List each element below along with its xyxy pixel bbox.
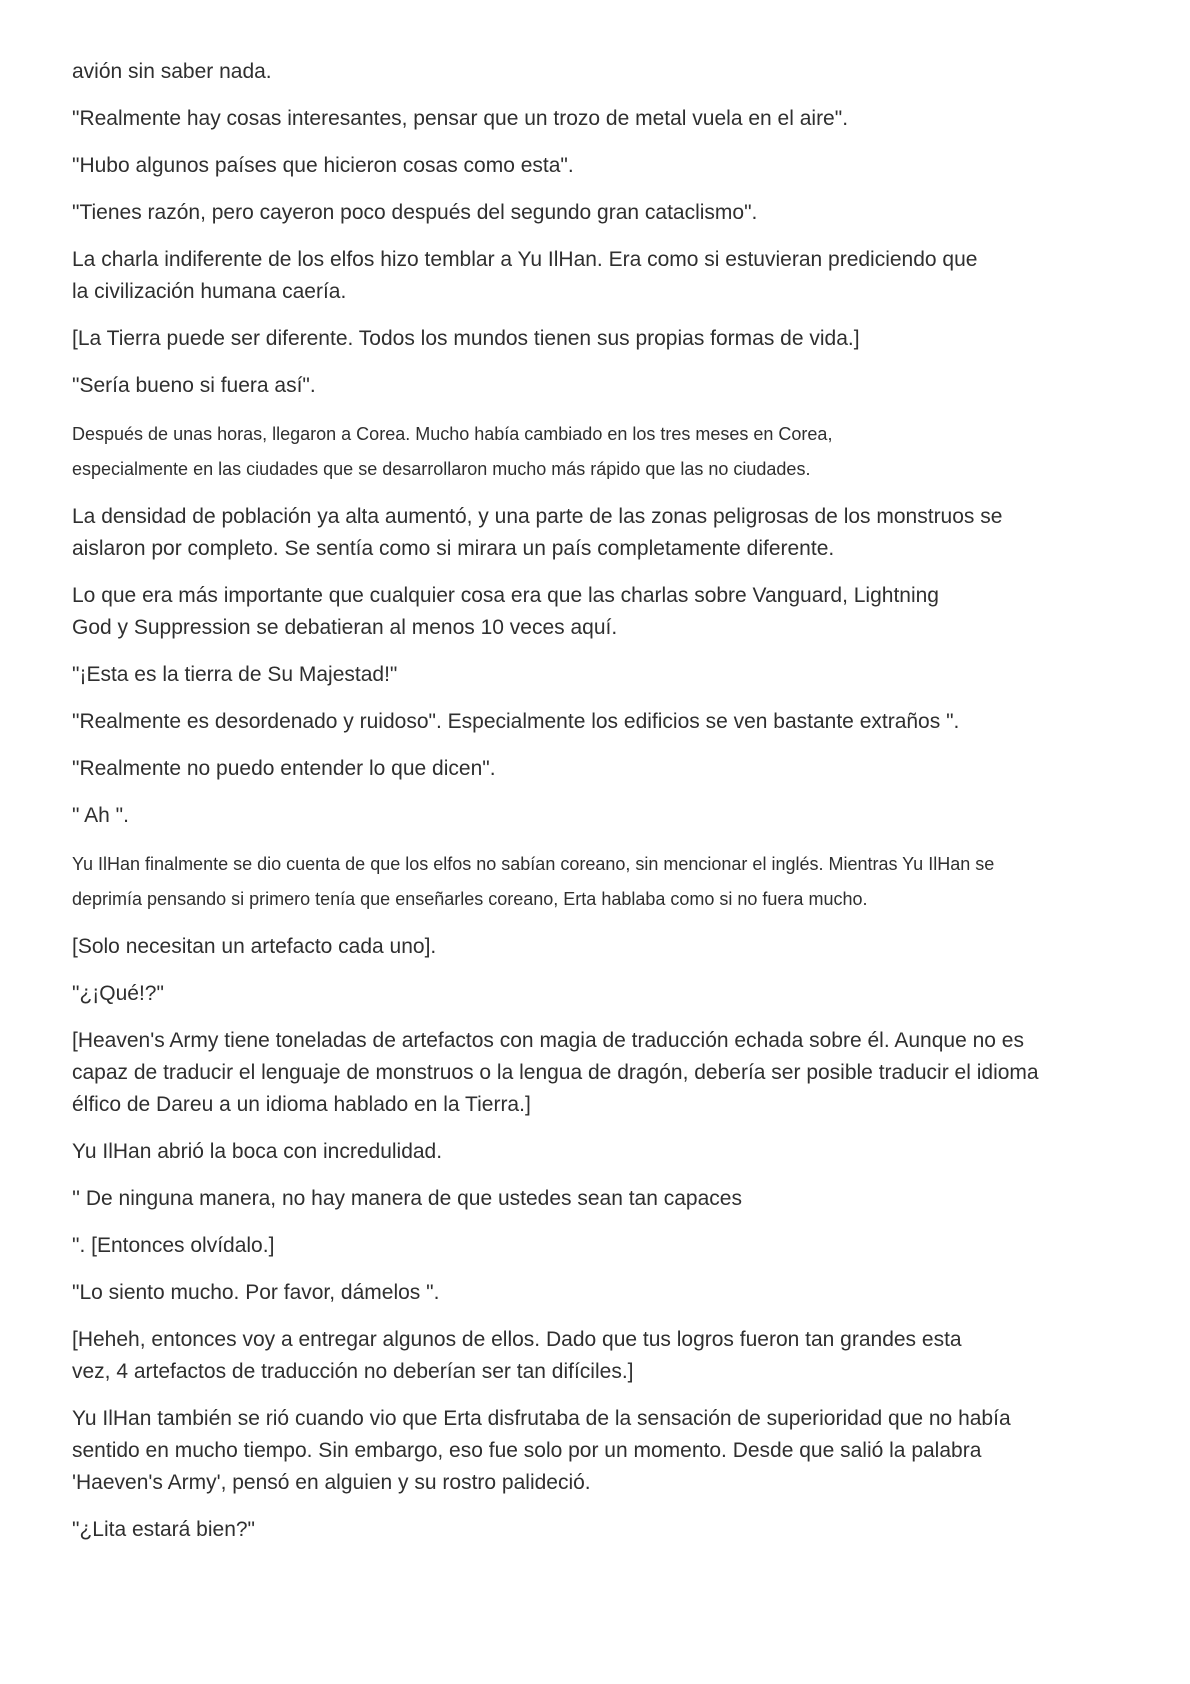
paragraph-line: La densidad de población ya alta aumentó, y una parte de las zonas peligrosas de los monstruos se — [72, 505, 1003, 528]
paragraph-line: Yu IlHan finalmente se dio cuenta de que los elfos no sabían coreano, sin mencionar el inglés. Mientras Yu IlHan se — [72, 854, 995, 874]
paragraph-line: "¿Lita estará bien?" — [72, 1518, 256, 1541]
paragraph — [72, 800, 1112, 832]
paragraph — [72, 1324, 1112, 1388]
paragraph-line: capaz de traducir el lenguaje de monstruos o la lengua de dragón, debería ser posible traducir el idioma — [72, 1061, 1039, 1084]
paragraph-line: La charla indiferente de los elfos hizo temblar a Yu IlHan. Era como si estuvieran prediciendo que — [72, 248, 978, 271]
paragraph — [72, 150, 1112, 182]
paragraph-line: Después de unas horas, llegaron a Corea. Mucho había cambiado en los tres meses en Corea, — [72, 424, 833, 444]
paragraph-line: [Heaven's Army tiene toneladas de artefactos con magia de traducción echada sobre él. Aunque no es — [72, 1029, 1024, 1052]
paragraph-line: especialmente en las ciudades que se desarrollaron mucho más rápido que las no ciudades. — [72, 459, 811, 479]
paragraph — [72, 706, 1112, 738]
paragraph — [72, 1230, 1112, 1262]
paragraph — [72, 56, 1112, 88]
paragraph-line: " Ah ". — [72, 804, 129, 827]
paragraph-line: "Tienes razón, pero cayeron poco después del segundo gran cataclismo". — [72, 201, 758, 224]
paragraph — [72, 1183, 1112, 1215]
paragraph — [72, 197, 1112, 229]
paragraph — [72, 501, 1112, 565]
paragraph-line: "¿¡Qué!?" — [72, 982, 164, 1005]
paragraph — [72, 417, 1112, 487]
paragraph — [72, 103, 1112, 135]
paragraph-line: avión sin saber nada. — [72, 60, 272, 83]
paragraph-line: vez, 4 artefactos de traducción no deberían ser tan difíciles.] — [72, 1360, 634, 1383]
paragraph — [72, 244, 1112, 308]
paragraph-line: deprimía pensando si primero tenía que enseñarles coreano, Erta hablaba como si no fuera mucho. — [72, 889, 868, 909]
paragraph-line: "Realmente es desordenado y ruidoso". Especialmente los edificios se ven bastante extraños ". — [72, 710, 960, 733]
paragraph-line: "¡Esta es la tierra de Su Majestad!" — [72, 663, 398, 686]
paragraph-line: la civilización humana caería. — [72, 280, 347, 303]
paragraph — [72, 323, 1112, 355]
paragraph — [72, 1514, 1112, 1546]
paragraph-line: Lo que era más importante que cualquier cosa era que las charlas sobre Vanguard, Lightning — [72, 584, 939, 607]
paragraph-line: "Lo siento mucho. Por favor, dámelos ". — [72, 1281, 440, 1304]
paragraph-line: élfico de Dareu a un idioma hablado en la Tierra.] — [72, 1093, 531, 1116]
paragraph — [72, 370, 1112, 402]
paragraph-line: Yu IlHan abrió la boca con incredulidad. — [72, 1140, 443, 1163]
paragraph-line: [Heheh, entonces voy a entregar algunos de ellos. Dado que tus logros fueron tan grandes esta — [72, 1328, 962, 1351]
paragraph-line: "Realmente hay cosas interesantes, pensar que un trozo de metal vuela en el aire". — [72, 107, 849, 130]
paragraph — [72, 753, 1112, 785]
paragraph — [72, 978, 1112, 1010]
paragraph — [72, 1403, 1112, 1499]
paragraph-line: "Realmente no puedo entender lo que dicen". — [72, 757, 496, 780]
paragraph-line: [La Tierra puede ser diferente. Todos los mundos tienen sus propias formas de vida.] — [72, 327, 860, 350]
document-body — [72, 56, 1112, 1561]
paragraph — [72, 659, 1112, 691]
paragraph — [72, 1277, 1112, 1309]
paragraph — [72, 847, 1112, 917]
paragraph — [72, 580, 1112, 644]
paragraph-line: 'Haeven's Army', pensó en alguien y su rostro palideció. — [72, 1471, 591, 1494]
paragraph-line: sentido en mucho tiempo. Sin embargo, eso fue solo por un momento. Desde que salió la palabra — [72, 1439, 982, 1462]
paragraph — [72, 1136, 1112, 1168]
paragraph — [72, 1025, 1112, 1121]
paragraph-line: God y Suppression se debatieran al menos 10 veces aquí. — [72, 616, 618, 639]
paragraph — [72, 931, 1112, 963]
paragraph-line: '' De ninguna manera, no hay manera de que ustedes sean tan capaces — [72, 1187, 742, 1210]
paragraph-line: "Hubo algunos países que hicieron cosas como esta". — [72, 154, 574, 177]
paragraph-line: Yu IlHan también se rió cuando vio que Erta disfrutaba de la sensación de superioridad que no había — [72, 1407, 1011, 1430]
paragraph-line: ". [Entonces olvídalo.] — [72, 1234, 275, 1257]
paragraph-line: aislaron por completo. Se sentía como si mirara un país completamente diferente. — [72, 537, 835, 560]
paragraph-line: [Solo necesitan un artefacto cada uno]. — [72, 935, 437, 958]
paragraph-line: "Sería bueno si fuera así". — [72, 374, 316, 397]
